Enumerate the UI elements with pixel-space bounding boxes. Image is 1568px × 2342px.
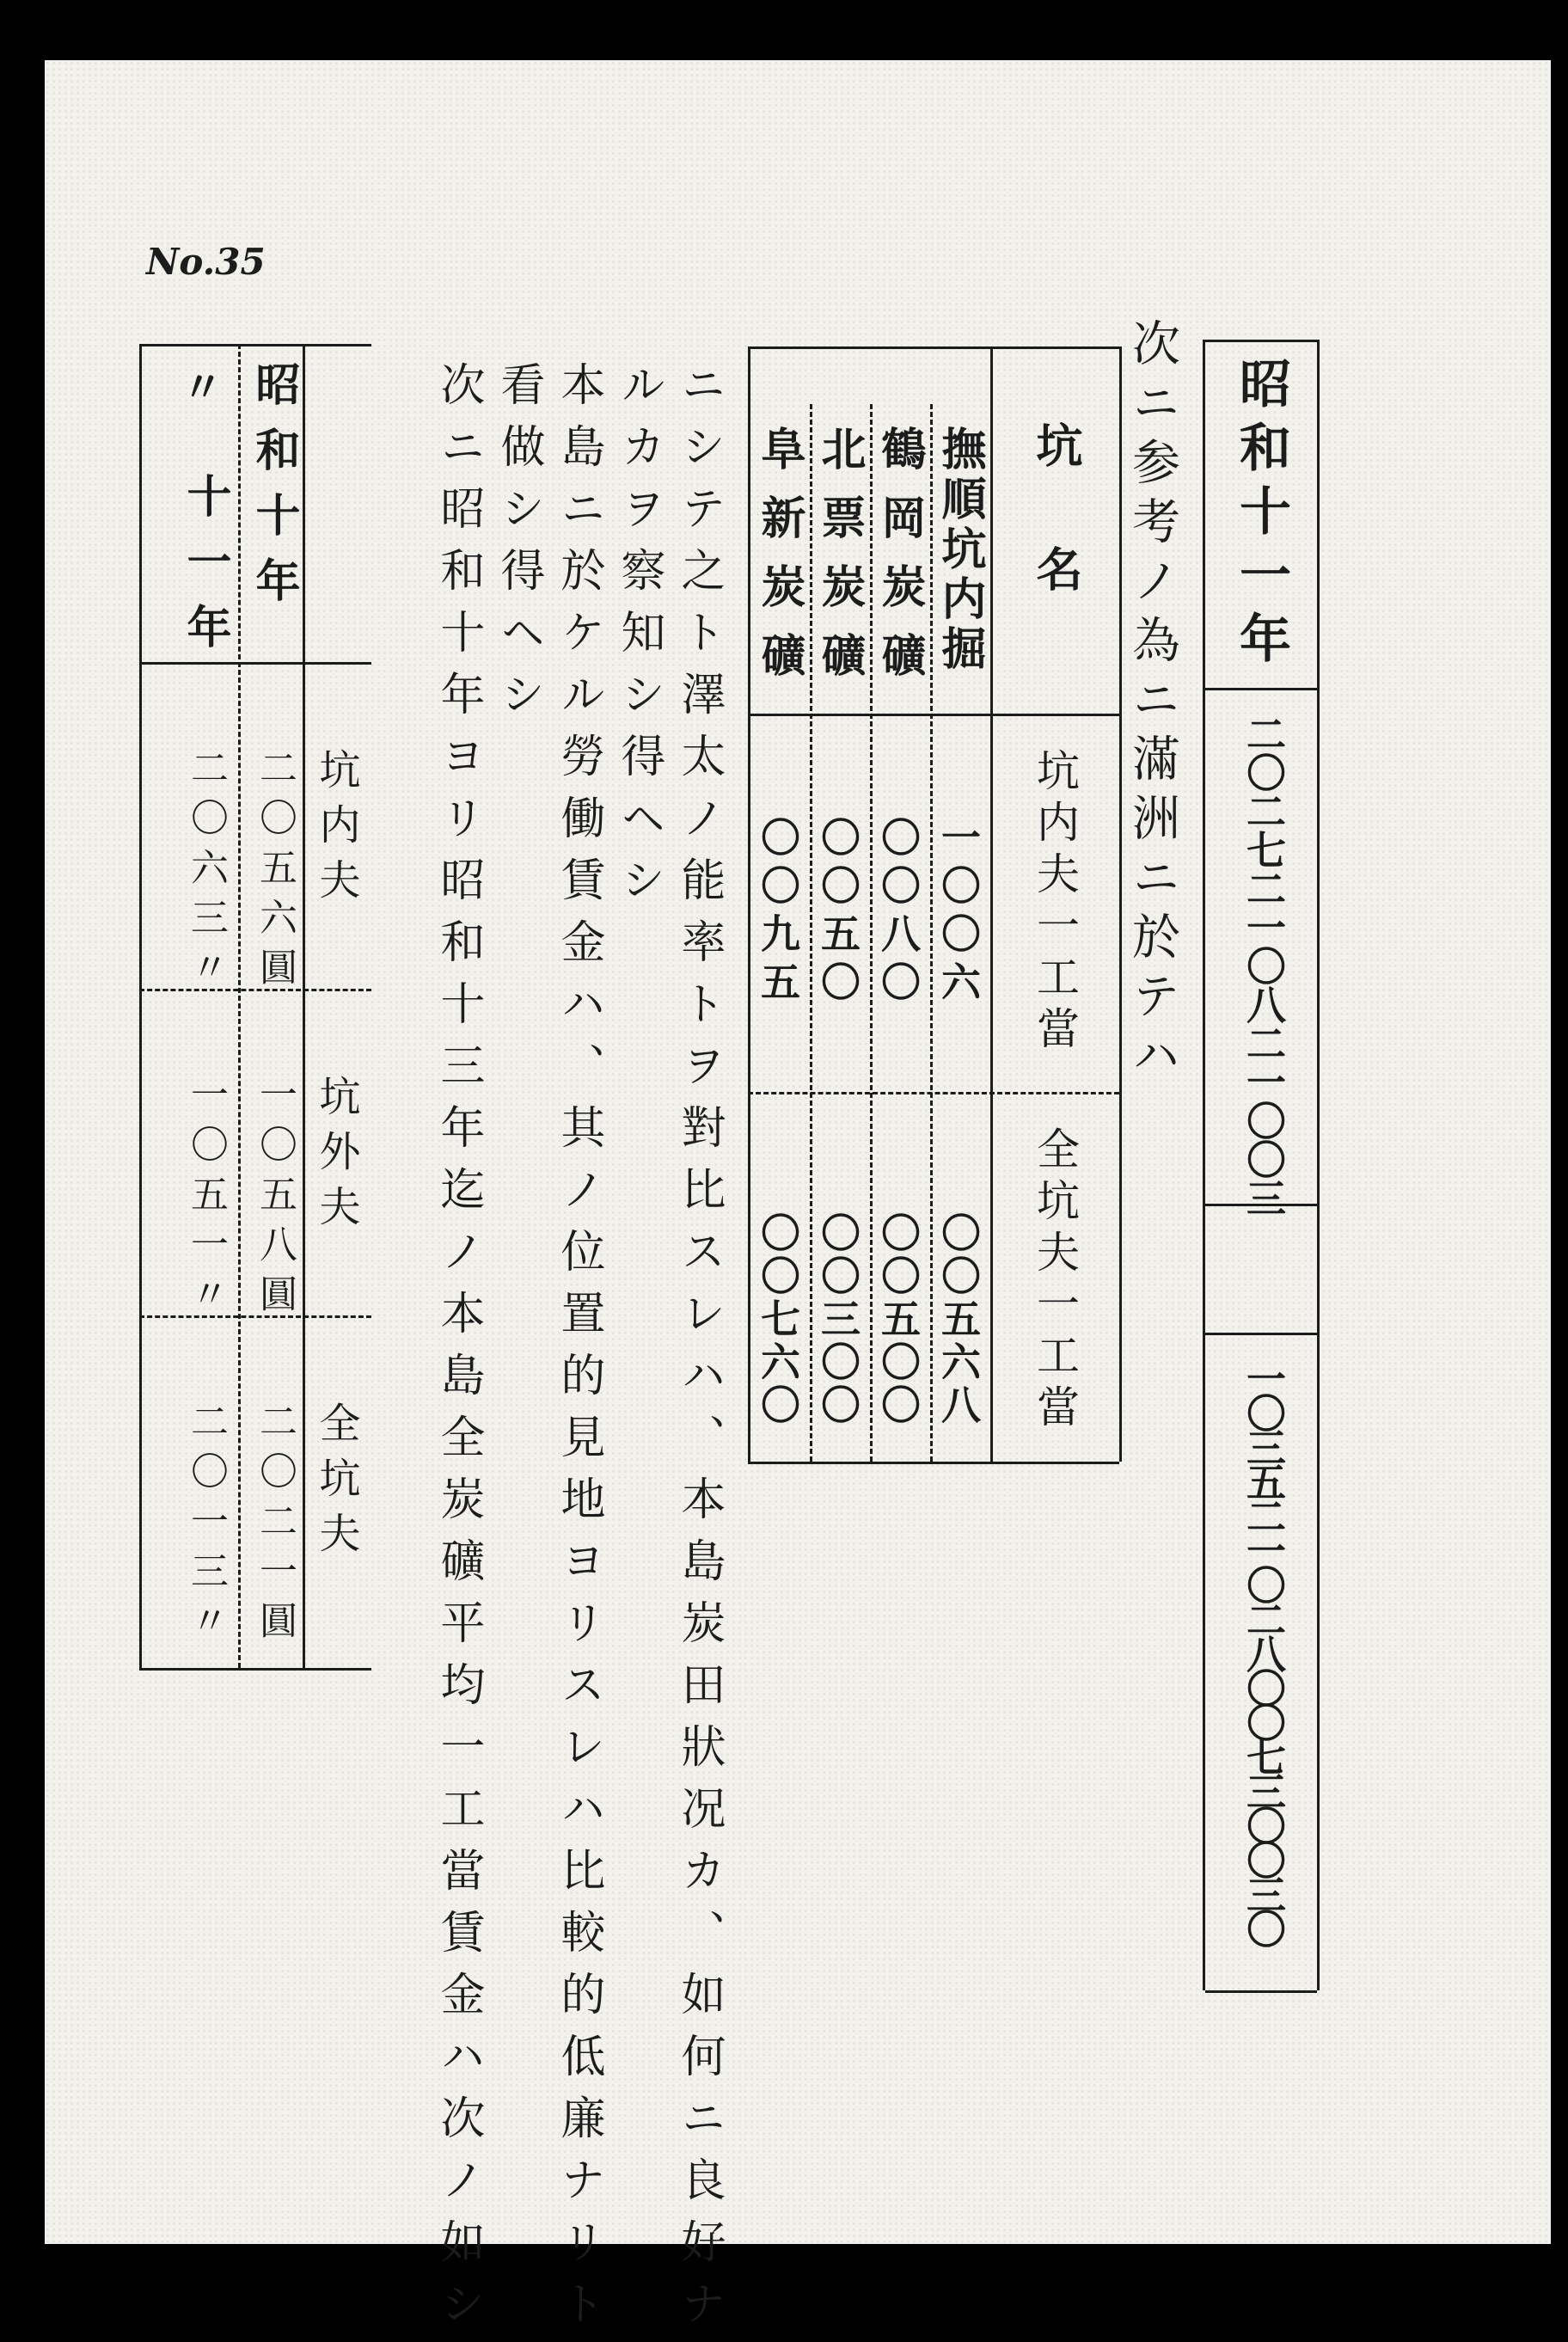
- wage-header-mine-name: 坑名: [1029, 421, 1084, 669]
- wage-row-inner: 〇〇九五: [755, 817, 801, 1009]
- wage-row-all: 〇〇七六〇: [755, 1212, 801, 1427]
- annual-row-value: 二〇五六圓: [253, 748, 297, 997]
- intro-text: 次ニ参考ノ為ニ滿洲ニ於テハ: [1124, 318, 1180, 1089]
- document-page: [45, 60, 1551, 2342]
- annual-row-value: 二〇一三〃: [184, 1401, 228, 1651]
- totals-table-top-rule: [1205, 340, 1317, 342]
- body-line-1: ニシテ之ト澤太ノ能率トヲ對比スレハ、本島炭田狀况カ、如何ニ良好ナ: [673, 361, 725, 2342]
- wage-row-name: 北票炭礦: [813, 426, 866, 701]
- body-line-3: 本島ニ於ケル勞働賃金ハ、其ノ位置的見地ヨリスレハ比較的低廉ナリト: [553, 361, 604, 2342]
- totals-table-left-rule: [1203, 340, 1205, 1990]
- totals-table-label-rule: [1205, 688, 1317, 690]
- annual-header-all: 全坑夫: [312, 1401, 360, 1566]
- wage-row-inner: 〇〇五〇: [815, 817, 861, 1009]
- annual-table-bottom-rule: [139, 1668, 371, 1671]
- wage-header-inner-worker: 坑内夫一工當: [1030, 748, 1080, 1058]
- wage-table-value-rule: [748, 1092, 1119, 1094]
- wage-row-name: 鶴岡炭礦: [873, 426, 926, 701]
- wage-row-name: 撫順坑内掘: [934, 426, 986, 675]
- wage-row-inner: 〇〇八〇: [875, 817, 922, 1009]
- wage-row-all: 〇〇五六八: [935, 1212, 982, 1427]
- annual-table-header-rule: [303, 344, 305, 1668]
- annual-table-top-rule: [139, 344, 371, 346]
- annual-row-value: 二〇二一圓: [253, 1401, 297, 1651]
- annual-header-outer: 坑外夫: [312, 1075, 360, 1240]
- totals-table-bottom-rule: [1205, 1990, 1317, 1993]
- wage-row-all: 〇〇五〇〇: [875, 1212, 922, 1427]
- annual-row-value: 一〇五八圓: [253, 1075, 297, 1324]
- annual-row-value: 二〇六三〃: [184, 748, 228, 997]
- annual-row-year: 昭和十年: [248, 361, 300, 622]
- annual-row-value: 一〇五一〃: [184, 1075, 228, 1324]
- annual-header-inner: 坑内夫: [312, 748, 360, 913]
- annual-table-left-rule: [139, 344, 142, 1668]
- wage-table-bottom-rule: [748, 1462, 1119, 1464]
- wage-row-name: 阜新炭礦: [753, 426, 805, 701]
- annual-table-year-rule: [139, 662, 371, 665]
- annual-row-ditto: 〃: [175, 365, 223, 407]
- wage-table-right-rule: [1119, 346, 1122, 1462]
- annual-table-row-rule: [238, 344, 241, 1668]
- page-number: No.35: [146, 241, 266, 283]
- wage-header-all-worker: 全坑夫一工當: [1030, 1126, 1080, 1436]
- totals-col1-value: 二〇二七二一〇八二一〇〇三: [1240, 714, 1287, 1217]
- body-line-2: ルカヲ察知シ得ヘシ: [613, 361, 665, 918]
- wage-table-name-rule: [748, 714, 1119, 716]
- wage-table-header-rule: [990, 346, 993, 1462]
- annual-row-year: 十一年: [179, 473, 231, 669]
- wage-table-top-rule: [748, 346, 1119, 349]
- wage-table-row-rule-3: [810, 404, 812, 1462]
- wage-table-row-rule-2: [870, 404, 873, 1462]
- totals-col2-value: 一〇三五二一〇二八〇〇七三〇〇三〇: [1240, 1358, 1287, 1943]
- totals-year-label: 昭和十一年: [1231, 357, 1291, 675]
- wage-table-row-rule-1: [930, 404, 933, 1462]
- wage-row-inner: 一〇〇六: [935, 817, 982, 1009]
- totals-table-right-rule: [1317, 340, 1320, 1990]
- wage-table-left-rule: [748, 346, 750, 1462]
- totals-table-mid-rule: [1205, 1333, 1317, 1335]
- wage-row-all: 〇〇三〇〇: [815, 1212, 861, 1427]
- body-line-5: 次ニ昭和十年ヨリ昭和十三年迄ノ本島全炭礦平均一工當賃金ハ次ノ如シ: [432, 361, 484, 2342]
- body-line-4: 看做シ得ヘシ: [493, 361, 544, 733]
